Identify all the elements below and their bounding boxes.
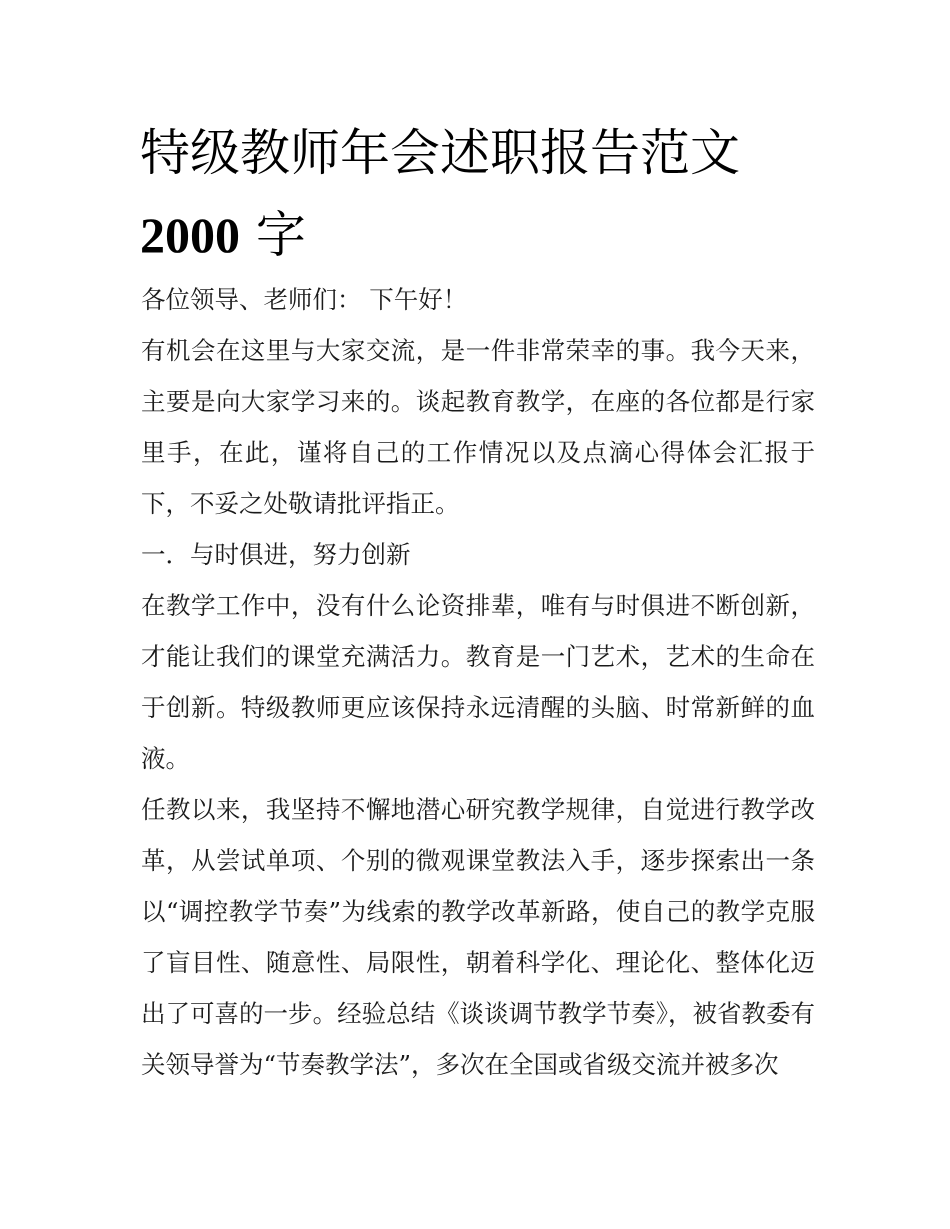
title-suffix: 字 [255,206,306,264]
intro-paragraph: 有机会在这里与大家交流，是一件非常荣幸的事。我今天来，主要是向大家学习来的。谈起教育教学，在座的各位都是行家里手，在此，谨将自己的工作情况以及点滴心得体会汇报于下，不妥之处敬请批评指正。 [141,336,815,518]
document-body [141,274,815,1090]
document-title [140,112,820,276]
section-heading: 一．与时俱进，努力创新 [141,540,411,569]
title-text: 特级教师年会述职报告范文 [140,124,740,182]
body-paragraph: 在教学工作中，没有什么论资排辈，唯有与时俱进不断创新，才能让我们的课堂充满活力。教育是一门艺术，艺术的生命在于创新。特级教师更应该保持永远清醒的头脑、时常新鲜的血液。 [141,591,815,773]
title-number: 2000 [140,207,240,263]
greeting-paragraph: 各位领导、老师们： 下午好！ [141,285,468,314]
body-paragraph: 任教以来，我坚持不懈地潜心研究教学规律，自觉进行教学改革，从尝试单项、个别的微观课堂教法入手，逐步探索出一条以“调控教学节奏”为线索的教学改革新路，使自己的教学克服了盲目性、随意性、局限性，朝着科学化、理论化、整体化迈出了可喜的一步。经验总结《谈谈调节教学节奏》，被省教委有关领导誉为“节奏教学法”，多次在全国或省级交流并被多次 [141,795,815,1079]
